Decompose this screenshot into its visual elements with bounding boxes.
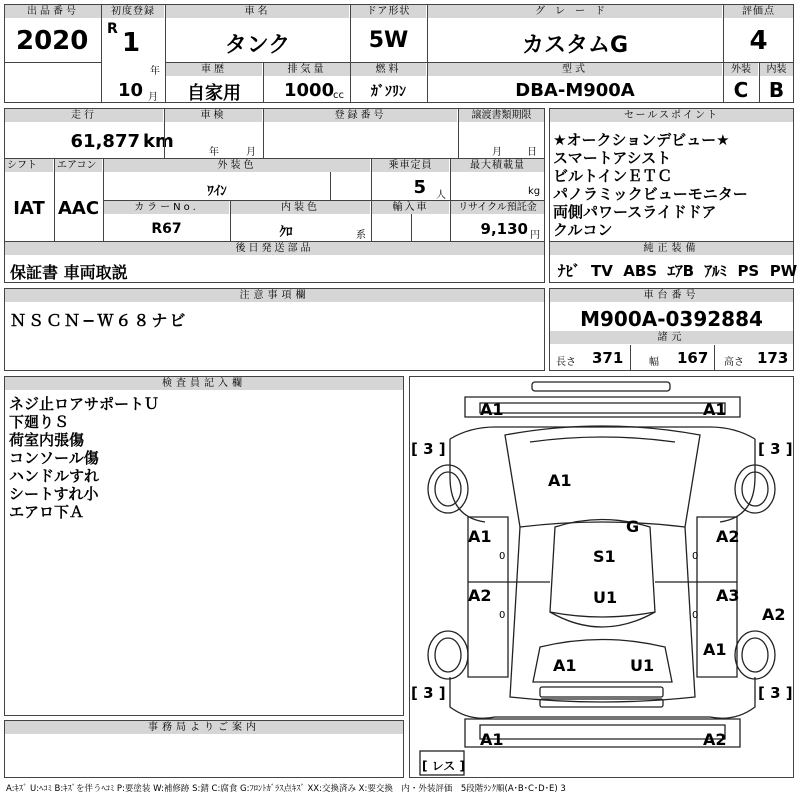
zero-mark: 0: [692, 551, 699, 562]
lot-number-label: 出品番号: [5, 5, 101, 18]
fuel: ｶﾞｿﾘﾝ: [371, 84, 406, 100]
transfer-label: 譲渡書類期限: [459, 109, 544, 122]
zero-mark: 0: [499, 610, 506, 621]
era-mark: R: [107, 21, 118, 37]
exterior-grade: C: [733, 78, 749, 102]
int-color-unit: 系: [356, 230, 366, 241]
color-no-label: カラーNo.: [104, 201, 229, 214]
equipment-list: [558, 260, 797, 281]
equipment-item: TV: [590, 262, 613, 280]
reg-month: 10: [118, 80, 144, 101]
later-items: 保証書 車両取説: [10, 263, 128, 282]
month-unit: 月: [148, 92, 158, 103]
width-label: 幅: [649, 357, 659, 368]
chassis-number: M900A-0392884: [580, 307, 763, 331]
equipment-item: ｴｱB: [667, 262, 695, 280]
car-name-label: 車名: [166, 5, 349, 18]
legend: A:ｷｽﾞ U:ﾍｺﾐ B:ｷｽﾞを伴うﾍｺﾐ P:要塗装 W:補修跡 S:錆 C:腐食 G:ﾌﾛﾝﾄｶﾞﾗｽ点ｷｽﾞ XX:交換済み X:要交換 内・外装評価 5段階ﾗﾝｸ順(A･B･C･D･E) 3: [6, 784, 566, 794]
grade-label: グレード: [428, 5, 722, 18]
lot-number: 2020: [16, 26, 89, 56]
damage-code: A3: [716, 586, 740, 605]
equipment-item: ｱﾙﾐ: [704, 262, 727, 280]
history-label: 車歴: [166, 63, 262, 76]
capacity: 5: [413, 177, 426, 198]
sales-item: ビルトインＥＴＣ: [553, 167, 673, 185]
mileage-unit: km: [143, 131, 174, 152]
equipment-label: 純正装備: [550, 242, 793, 255]
displacement-label: 排気量: [264, 63, 350, 76]
score-label: 評価点: [724, 5, 793, 18]
equipment-item: PS: [737, 262, 760, 280]
inspector-line: 荷室内張傷: [9, 431, 85, 449]
damage-code: A1: [548, 471, 572, 490]
plate-label: 登録番号: [264, 109, 457, 122]
max-load-label: 最大積載量: [451, 159, 544, 172]
shift-label: シフト: [5, 159, 53, 172]
damage-code: A2: [703, 730, 727, 749]
damage-code: U1: [630, 656, 655, 675]
spare-tire: [ レス ]: [422, 759, 465, 773]
color-label: 外装色: [104, 159, 370, 172]
inspection-year-unit: 年: [209, 147, 219, 158]
damage-code: A1: [480, 730, 504, 749]
inspection-label: 車検: [165, 109, 262, 122]
damage-code: G: [626, 517, 640, 536]
length-label: 長さ: [556, 357, 576, 368]
zero-mark: 0: [692, 610, 699, 621]
chassis-label: 車台番号: [550, 289, 793, 302]
interior-grade: B: [768, 78, 785, 102]
inspector-line: コンソール傷: [9, 449, 99, 467]
mileage-label: 走行: [5, 109, 163, 122]
tire-depth-rear-right: [ 3 ]: [758, 684, 793, 702]
notes-label: 注意事項欄: [5, 289, 544, 302]
height-label: 高さ: [724, 357, 744, 368]
color: ﾜｲﾝ: [207, 184, 227, 199]
recycle-unit: 円: [530, 230, 540, 241]
reg-year: 1: [122, 28, 141, 58]
zero-mark: 0: [499, 551, 506, 562]
inspection-month-unit: 月: [246, 147, 256, 158]
car-outline: [410, 377, 793, 777]
door: 5W: [368, 28, 409, 53]
history: 自家用: [187, 83, 241, 104]
equipment-item: ﾅﾋﾞ: [558, 262, 581, 280]
damage-code: A2: [468, 586, 492, 605]
spec-label: 諸元: [550, 331, 793, 344]
transfer-month-unit: 月: [492, 147, 502, 158]
damage-code: A1: [480, 400, 504, 419]
first-reg-label: 初度登録: [102, 5, 164, 18]
ac: AAC: [57, 198, 100, 219]
sales-item: スマートアシスト: [553, 149, 672, 167]
damage-code: A2: [762, 605, 786, 624]
office-label: 事務局よりご案内: [5, 721, 403, 734]
tire-depth-front-right: [ 3 ]: [758, 440, 793, 458]
displacement: 1000: [284, 80, 335, 101]
later-label: 後日発送部品: [5, 242, 544, 255]
import-label: 輸入車: [372, 201, 449, 214]
damage-code: A1: [703, 400, 727, 419]
recycle-label: リサイクル預託金: [451, 201, 544, 214]
length: 371: [592, 349, 624, 367]
displacement-unit: cc: [333, 90, 344, 101]
door-label: ドア形状: [351, 5, 426, 18]
damage-code: S1: [593, 547, 616, 566]
damage-code: A1: [553, 656, 577, 675]
sales-item: ★オークションデビュー★: [553, 131, 730, 149]
damage-code: A1: [468, 527, 492, 546]
sales-list: [553, 131, 748, 239]
tire-depth-front-left: [ 3 ]: [411, 440, 446, 458]
capacity-label: 乗車定員: [372, 159, 449, 172]
damage-code: U1: [593, 588, 618, 607]
car-name: タンク: [224, 33, 291, 58]
color-no: R67: [151, 221, 182, 237]
notes-text: ＮＳＣＮ−Ｗ６８ナビ: [10, 311, 188, 330]
inspector-list: [9, 395, 159, 521]
inspector-line: シートすれ小: [9, 485, 99, 503]
sales-item: クルコン: [553, 221, 613, 239]
fuel-label: 燃料: [351, 63, 426, 76]
model-code: DBA-M900A: [515, 80, 635, 101]
inspector-line: エアロ下Ａ: [9, 503, 85, 521]
damage-code: A2: [716, 527, 740, 546]
tire-depth-rear-left: [ 3 ]: [411, 684, 446, 702]
damage-code: A1: [703, 640, 727, 659]
inspector-line: ハンドルすれ: [9, 467, 100, 485]
height: 173: [757, 349, 789, 367]
sales-item: パノラミックビューモニター: [553, 185, 748, 203]
grade: カスタムG: [521, 33, 629, 58]
int-color-label: 内装色: [231, 201, 370, 214]
transfer-day-unit: 日: [527, 147, 537, 158]
equipment-item: ABS: [623, 262, 658, 280]
exterior-label: 外装: [724, 63, 758, 76]
equipment-item: PW: [769, 262, 798, 280]
max-load-unit: kg: [528, 186, 541, 197]
shift: IAT: [13, 198, 45, 219]
recycle: 9,130: [480, 220, 528, 238]
interior-label: 内装: [760, 63, 793, 76]
sales-item: 両側パワースライドドア: [553, 203, 717, 221]
inspector-line: ネジ止ロアサポートＵ: [9, 395, 160, 413]
inspector-label: 検査員記入欄: [5, 377, 403, 390]
damage-diagram: [409, 376, 794, 778]
mileage: 61,877: [70, 131, 140, 152]
int-color: ｸﾛ: [279, 225, 293, 240]
model-code-label: 型式: [428, 63, 722, 76]
ac-label: エアコン: [55, 159, 102, 172]
width: 167: [677, 349, 709, 367]
capacity-unit: 人: [436, 190, 446, 201]
score: 4: [749, 26, 768, 56]
sales-label: セールスポイント: [550, 109, 793, 122]
inspector-line: 下廻りＳ: [9, 413, 70, 431]
year-unit: 年: [150, 66, 160, 77]
